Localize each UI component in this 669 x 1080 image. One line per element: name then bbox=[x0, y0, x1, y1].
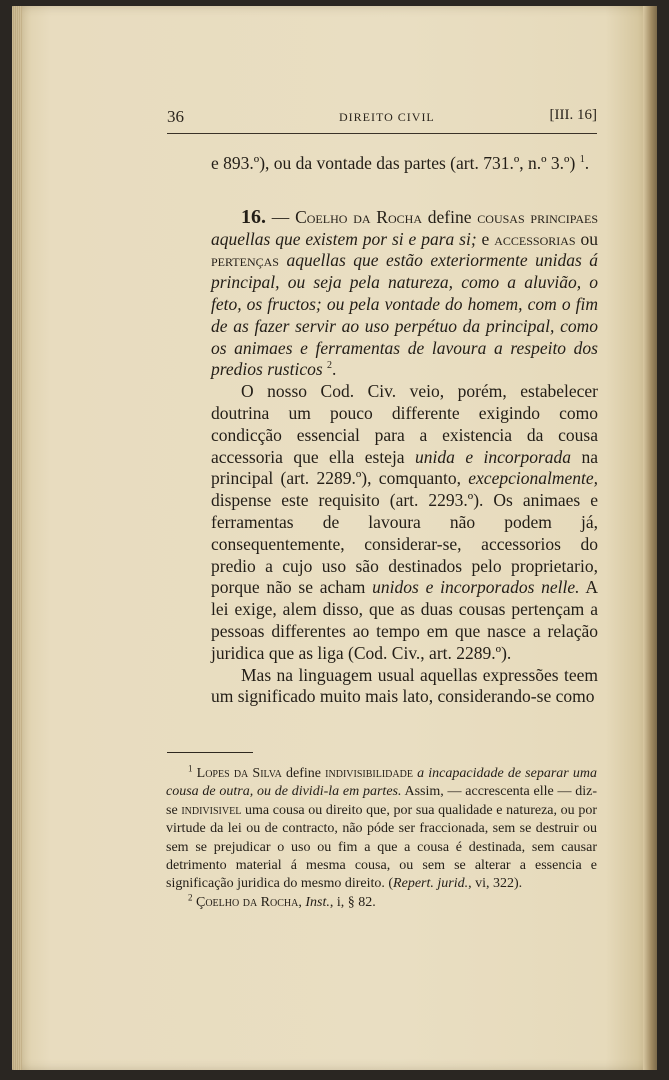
section-number: 16. bbox=[241, 205, 266, 228]
footnote-ref-1: 1 bbox=[579, 154, 585, 166]
paragraph-cod-civ: O nosso Cod. Civ. veio, porém, estabelecer doutrina um pouco differente exigindo como condicção essencial para a existencia da cousa accessoria que ella esteja unida e incorporada na principal (art. 2289.º), comquanto, excepcionalmente, dispense este requisito (art. 2293.º). Os animaes e ferramentas de lavoura não podem já, consequentemente, considerar-se, accessorios do predio a cujo uso são destinados pelo proprietario, porque não se acham unidos e incorporados nelle. A lei exige, alem disso, que as duas cousas pertençam a pessoas differentes ao tempo em que nasce a relação juridica que as liga (Cod. Civ., art. 2289.º). bbox=[211, 381, 598, 663]
footnote-rule bbox=[167, 752, 253, 753]
header-rule bbox=[167, 133, 597, 134]
paragraph-continuation: e 893.º), ou da vontade das partes (art. 731.º, n.º 3.º) $^1$. bbox=[211, 153, 590, 173]
footnote-2: $^2$ Çoelho da Rocha, Inst., i, § 82. bbox=[188, 892, 376, 910]
running-title: DIREITO CIVIL bbox=[339, 110, 435, 124]
page-edge-left bbox=[12, 6, 22, 1070]
main-text bbox=[211, 153, 598, 708]
running-header bbox=[167, 107, 597, 129]
page-number: 36 bbox=[167, 107, 184, 126]
footnotes bbox=[166, 765, 597, 912]
footnote-ref-2: 2 bbox=[327, 360, 333, 372]
paragraph-linguagem: Mas na linguagem usual aquellas expressões teem um significado muito mais lato, considerando-se como bbox=[211, 664, 598, 707]
section-reference: [III. 16] bbox=[549, 107, 597, 123]
author-name: Coelho da Rocha bbox=[295, 206, 422, 227]
page-edge-right bbox=[643, 6, 657, 1070]
footnote-1: $^1$ Lopes da Silva define indivisibilidade a incapacidade de separar uma cousa de outra, ou de dividi-la em partes. Assim, — accrescenta elle — diz-se indivisivel uma cousa ou direito que, por sua qualidade e natureza, ou por virtude da lei ou de contracto, não póde ser fraccionada, sem se destruir ou sem se prejudicar o uso ou fim a que a cousa é destinada, sem causar detrimento material á mesma cousa, ou sem se alterar a essencia e significação juridica do mesmo direito. (Repert. jurid., vi, 322). bbox=[166, 763, 598, 892]
paragraph-16: 16. — Coelho da Rocha define cousas principaes aquellas que existem por si e para si; e accessorias ou pertenças aquellas que estão exteriormente unidas á principal, ou seja pela natureza, como a aluvião, o feto, os fructos; ou pela vontade do homem, com o fim de as fazer servir ao uso perpétuo da principal, como os animaes e ferramentas de lavoura a respeito dos predios rusticos $^2$. bbox=[211, 205, 598, 380]
